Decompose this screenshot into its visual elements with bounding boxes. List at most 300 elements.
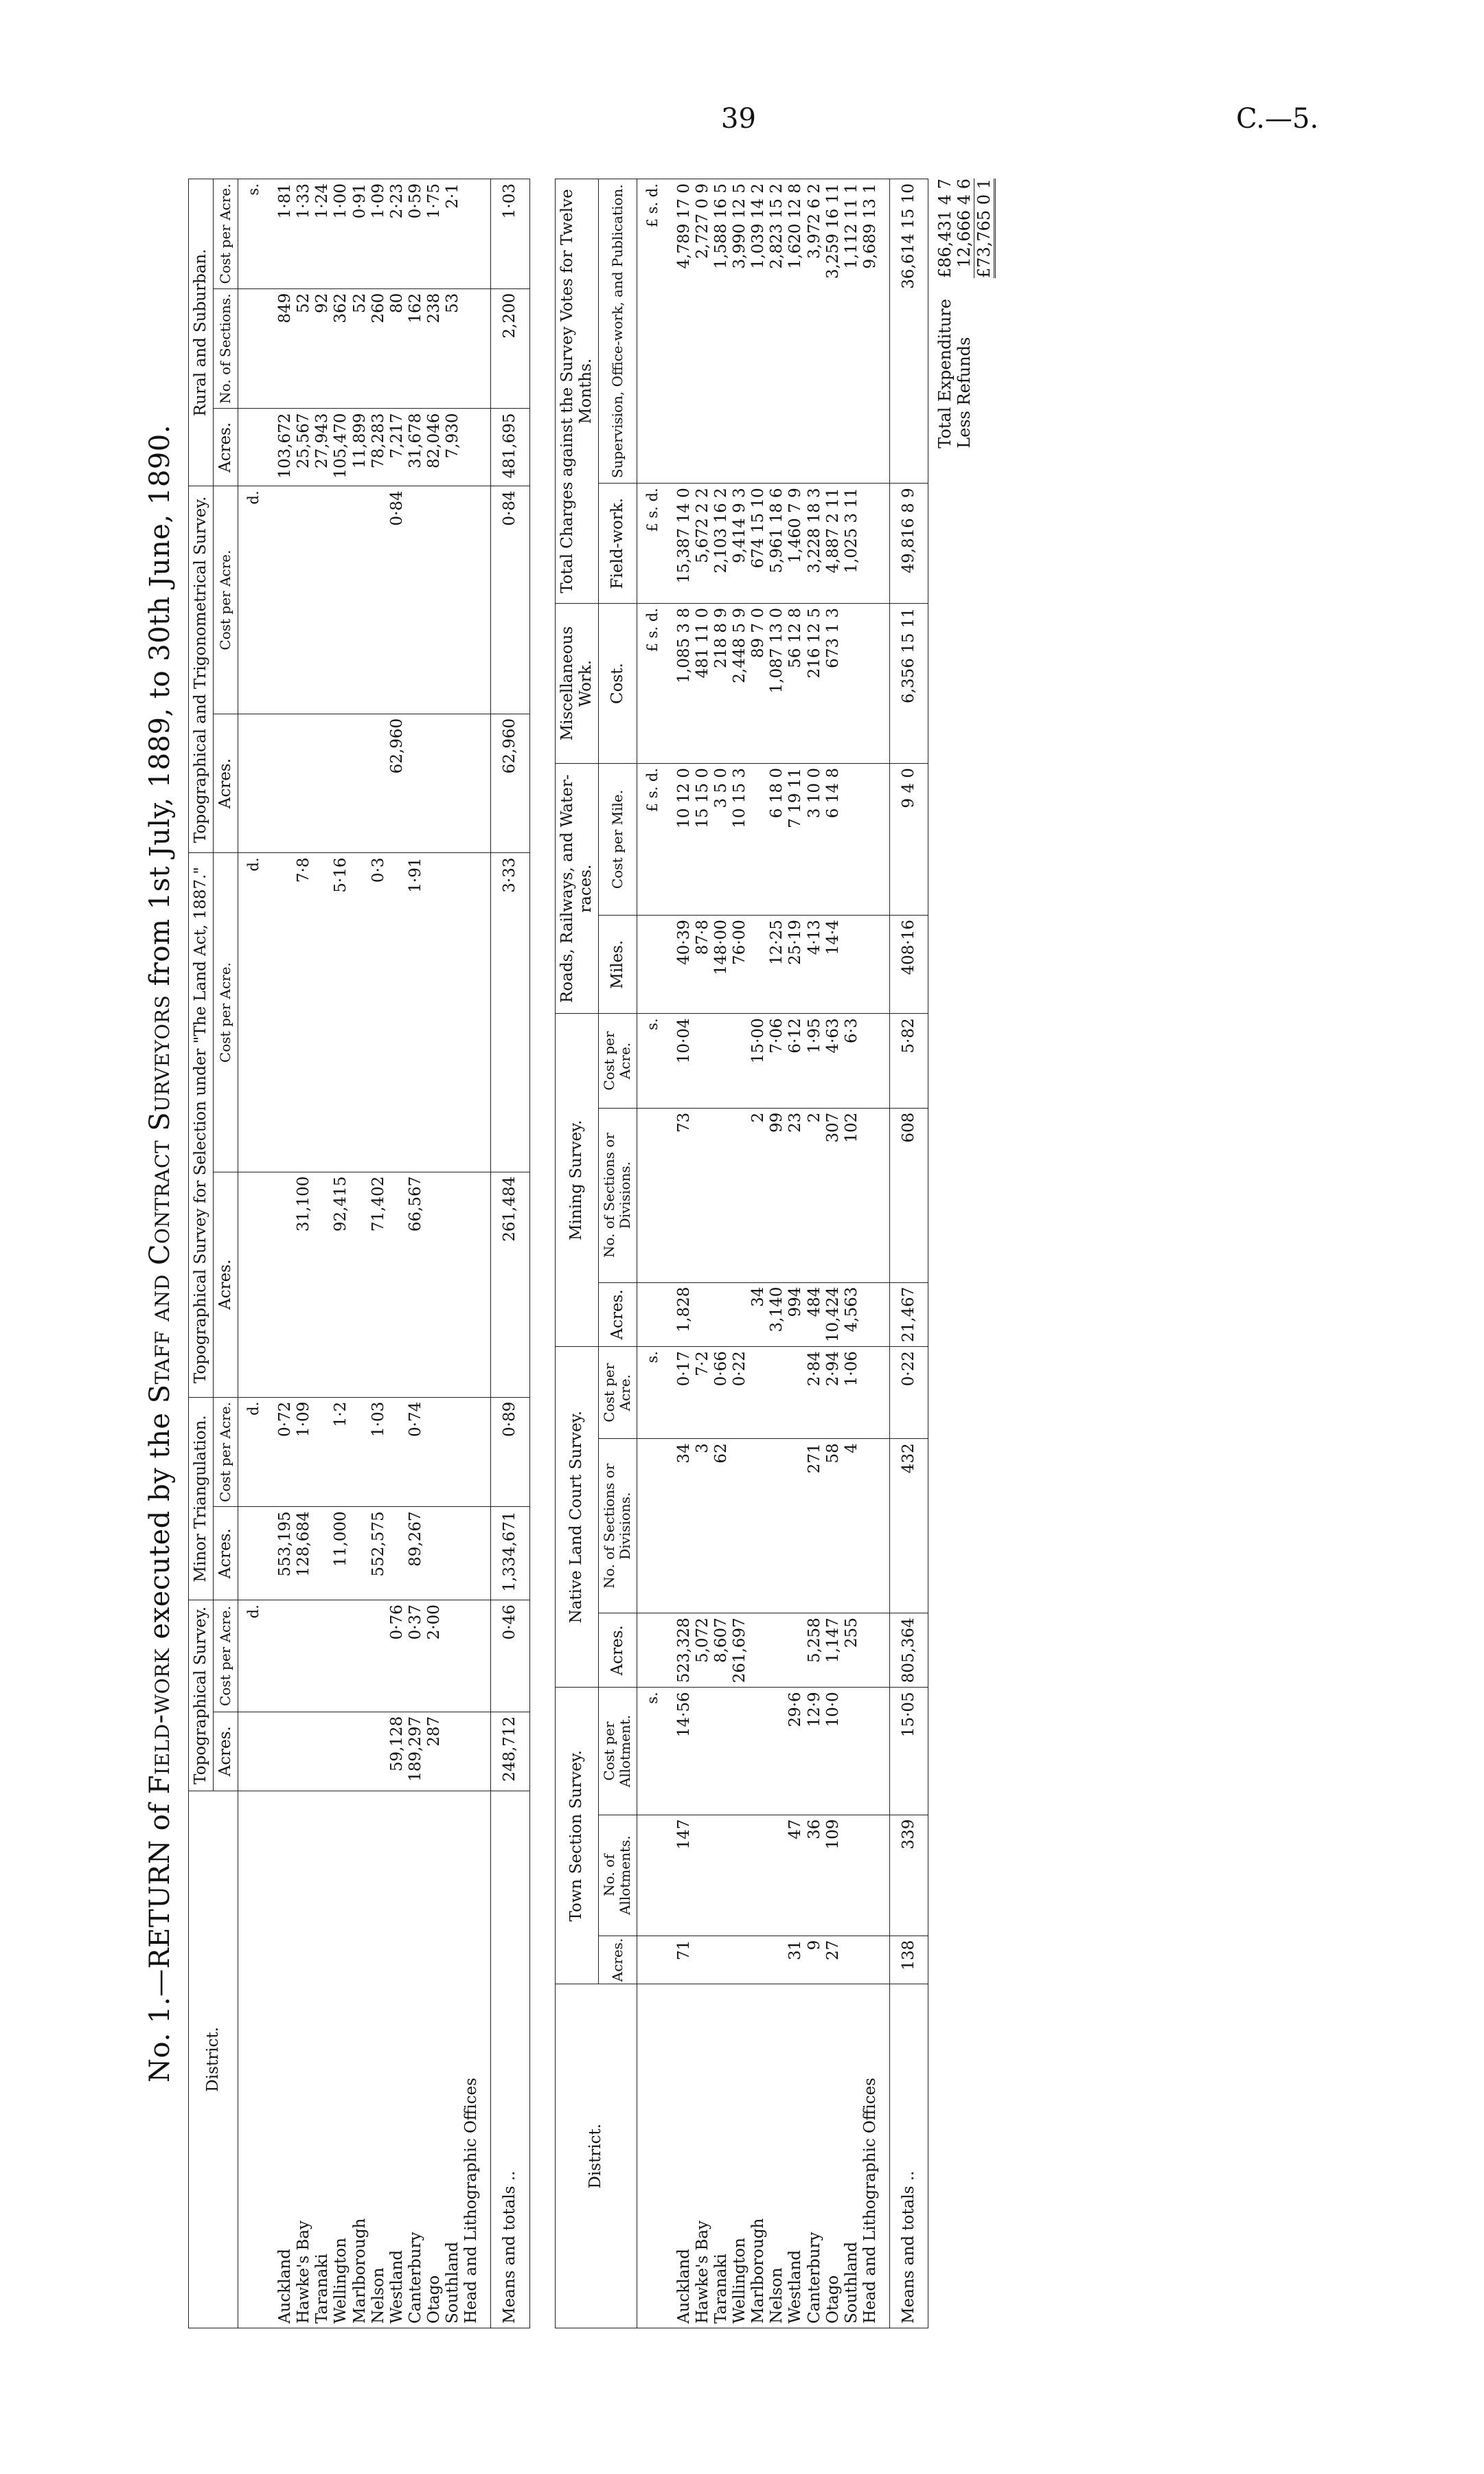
cell-la-cost xyxy=(444,853,462,1172)
cell-m-div: 102 xyxy=(843,1108,861,1282)
cell-minor-cost xyxy=(444,1397,462,1507)
cell-m-acres: 21,467 xyxy=(890,1282,928,1346)
header-rural-suburban: Rural and Suburban. xyxy=(189,179,214,486)
cell-m-div: 307 xyxy=(824,1108,843,1282)
cell-t-cost xyxy=(843,1688,861,1815)
page-number: 39 xyxy=(721,103,756,135)
cell-super: 1,112 11 1 xyxy=(843,179,861,484)
cell-trig-cost xyxy=(425,486,444,714)
cell-n-div xyxy=(749,1439,768,1613)
rotated-content xyxy=(144,179,1353,2328)
cell-topo-acres xyxy=(332,1712,350,1791)
cell-misc xyxy=(861,604,890,764)
table-row xyxy=(806,179,824,2328)
cell-topo-cost xyxy=(444,1600,462,1712)
cell-r-cost: 10 12 0 xyxy=(661,764,694,916)
cell-field: 4,887 2 11 xyxy=(824,484,843,604)
cell-n-div: 432 xyxy=(890,1439,928,1613)
cell-super: 3,972 6 2 xyxy=(806,179,824,484)
cell-trig-cost xyxy=(462,486,491,714)
cell-n-cost: 2·94 xyxy=(824,1347,843,1439)
cell-district: Head and Lithographic Offices xyxy=(462,1791,491,2328)
cell-m-div: 2 xyxy=(749,1108,768,1282)
cell-n-div: 3 xyxy=(694,1439,712,1613)
cell-topo-acres xyxy=(351,1712,369,1791)
cell-n-cost xyxy=(749,1347,768,1439)
cell-super: 4,789 17 0 xyxy=(661,179,694,484)
cell-r-miles xyxy=(843,916,861,1014)
table-row xyxy=(407,179,425,2328)
cell-rural-cost: 2·23 xyxy=(388,179,407,289)
cell-trig-cost xyxy=(407,486,425,714)
cell-m-cost: 1·95 xyxy=(806,1014,824,1108)
table-row xyxy=(749,179,768,2328)
cell-m-cost xyxy=(861,1014,890,1108)
cell-m-cost: 6·12 xyxy=(786,1014,805,1108)
cell-rural-cost: 1·24 xyxy=(313,179,332,289)
cell-m-acres: 10,424 xyxy=(824,1282,843,1346)
expenditure-summary xyxy=(935,179,996,2328)
cell-la-cost: 5·16 xyxy=(332,853,350,1172)
table-row xyxy=(369,179,388,2328)
cell-field: 2,103 16 2 xyxy=(712,484,731,604)
cell-t-acres xyxy=(843,1936,861,1984)
cell-rural-sections: 362 xyxy=(332,288,350,409)
cell-minor-acres xyxy=(425,1507,444,1600)
cell-super: 2,727 0 9 xyxy=(694,179,712,484)
cell-topo-cost xyxy=(462,1600,491,1712)
cell-topo-cost xyxy=(313,1600,332,1712)
unit-label: s. xyxy=(637,1347,661,1439)
page-title xyxy=(144,179,176,2328)
cell-rural-acres: 481,695 xyxy=(491,409,529,486)
table-row xyxy=(313,179,332,2328)
title-prefix: No. 1.—RETURN of xyxy=(144,1803,176,2083)
cell-minor-cost xyxy=(388,1397,407,1507)
subheader-field-work: Field-work. xyxy=(598,484,637,604)
cell-rural-cost: 1·09 xyxy=(369,179,388,289)
cell-m-div xyxy=(694,1108,712,1282)
header-native-land-court: Native Land Court Survey. xyxy=(555,1347,598,1688)
cell-t-acres: 31 xyxy=(786,1936,805,1984)
cell-t-cost: 10·0 xyxy=(824,1688,843,1815)
cell-trig-cost xyxy=(444,486,462,714)
cell-n-div xyxy=(861,1439,890,1613)
cell-t-cost: 14·56 xyxy=(661,1688,694,1815)
subheader-no-allotments: No. of Allotments. xyxy=(598,1815,637,1936)
cell-rural-acres: 105,470 xyxy=(332,409,350,486)
totals-row xyxy=(491,179,529,2328)
header-miscellaneous: Miscellaneous Work. xyxy=(555,604,598,764)
cell-super: 3,259 16 11 xyxy=(824,179,843,484)
subheader-acres: Acres. xyxy=(214,1172,238,1397)
cell-super: 1,620 12 8 xyxy=(786,179,805,484)
subheader-cost-per-mile: Cost per Mile. xyxy=(598,764,637,916)
header-district: District. xyxy=(189,1791,238,2328)
unit-row xyxy=(238,179,262,2328)
unit-label: s. xyxy=(637,1014,661,1108)
cell-district: Westland xyxy=(388,1791,407,2328)
cell-la-acres: 71,402 xyxy=(369,1172,388,1397)
cell-trig-acres xyxy=(444,714,462,853)
unit-label: d. xyxy=(238,1600,262,1712)
cell-n-cost: 0·66 xyxy=(712,1347,731,1439)
cell-la-acres xyxy=(444,1172,462,1397)
cell-m-div: 608 xyxy=(890,1108,928,1282)
cell-district: Nelson xyxy=(369,1791,388,2328)
subheader-cost-per-acre: Cost per Acre. xyxy=(598,1347,637,1439)
cell-m-div: 2 xyxy=(806,1108,824,1282)
cell-m-acres xyxy=(731,1282,749,1346)
subheader-acres: Acres. xyxy=(598,1936,637,1984)
cell-district: Canterbury xyxy=(806,1984,824,2328)
cell-district: Auckland xyxy=(262,1791,295,2328)
cell-rural-cost: 1·00 xyxy=(332,179,350,289)
cell-m-acres: 4,563 xyxy=(843,1282,861,1346)
cell-n-acres: 255 xyxy=(843,1613,861,1688)
cell-super: 1,588 16 5 xyxy=(712,179,731,484)
cell-r-miles: 14·4 xyxy=(824,916,843,1014)
cell-n-div xyxy=(731,1439,749,1613)
header-land-act: Topographical Survey for Selection under "The Land Act, 1887." xyxy=(189,853,214,1397)
cell-trig-acres xyxy=(351,714,369,853)
unit-label: £ s. d. xyxy=(637,484,661,604)
header-mining: Mining Survey. xyxy=(555,1014,598,1347)
cell-rural-sections: 2,200 xyxy=(491,288,529,409)
cell-rural-sections: 238 xyxy=(425,288,444,409)
cell-minor-cost: 0·89 xyxy=(491,1397,529,1507)
cell-district: Hawke's Bay xyxy=(694,1984,712,2328)
cell-minor-cost xyxy=(425,1397,444,1507)
cell-minor-acres: 128,684 xyxy=(295,1507,313,1600)
cell-m-cost: 4·63 xyxy=(824,1014,843,1108)
cell-rural-cost: 1·81 xyxy=(262,179,295,289)
table-row xyxy=(861,179,890,2328)
cell-n-acres: 5,258 xyxy=(806,1613,824,1688)
cell-m-div: 23 xyxy=(786,1108,805,1282)
cell-rural-sections: 162 xyxy=(407,288,425,409)
cell-n-acres: 8,607 xyxy=(712,1613,731,1688)
table-row xyxy=(712,179,731,2328)
cell-misc xyxy=(843,604,861,764)
cell-minor-cost: 0·74 xyxy=(407,1397,425,1507)
cell-t-allot: 47 xyxy=(786,1815,805,1936)
cell-rural-acres: 31,678 xyxy=(407,409,425,486)
cell-rural-acres: 103,672 xyxy=(262,409,295,486)
cell-district: Southland xyxy=(843,1984,861,2328)
cell-n-acres xyxy=(786,1613,805,1688)
cell-field: 15,387 14 0 xyxy=(661,484,694,604)
cell-minor-cost: 1·03 xyxy=(369,1397,388,1507)
cell-t-acres xyxy=(731,1936,749,1984)
cell-t-acres: 27 xyxy=(824,1936,843,1984)
cell-topo-acres xyxy=(444,1712,462,1791)
cell-t-acres xyxy=(861,1936,890,1984)
cell-rural-acres: 7,217 xyxy=(388,409,407,486)
cell-district: Otago xyxy=(425,1791,444,2328)
cell-la-acres: 31,100 xyxy=(295,1172,313,1397)
total-expenditure-label: Total Expenditure xyxy=(935,299,955,449)
unit-label: s. xyxy=(637,1688,661,1815)
cell-n-cost: 2·84 xyxy=(806,1347,824,1439)
cell-rural-cost: 2·1 xyxy=(444,179,462,289)
cell-topo-acres xyxy=(313,1712,332,1791)
cell-misc: 218 8 9 xyxy=(712,604,731,764)
cell-district: Taranaki xyxy=(712,1984,731,2328)
table-row xyxy=(295,179,313,2328)
field-work-table-upper xyxy=(188,179,530,2328)
unit-label: £ s. d. xyxy=(637,179,661,484)
cell-minor-acres xyxy=(388,1507,407,1600)
cell-t-allot xyxy=(694,1815,712,1936)
cell-la-acres: 261,484 xyxy=(491,1172,529,1397)
subheader-acres: Acres. xyxy=(598,1613,637,1688)
cell-trig-acres xyxy=(369,714,388,853)
unit-label: s. xyxy=(238,179,262,289)
cell-field: 1,460 7 9 xyxy=(786,484,805,604)
cell-la-cost: 7·8 xyxy=(295,853,313,1172)
cell-minor-cost xyxy=(351,1397,369,1507)
cell-m-acres xyxy=(694,1282,712,1346)
subheader-acres: Acres. xyxy=(214,1712,238,1791)
cell-topo-acres xyxy=(295,1712,313,1791)
cell-m-div xyxy=(861,1108,890,1282)
cell-la-cost xyxy=(262,853,295,1172)
cell-la-acres xyxy=(425,1172,444,1397)
cell-n-div xyxy=(786,1439,805,1613)
cell-super: 9,689 13 1 xyxy=(861,179,890,484)
cell-m-div: 73 xyxy=(661,1108,694,1282)
cell-minor-acres: 553,195 xyxy=(262,1507,295,1600)
cell-rural-cost: 1·75 xyxy=(425,179,444,289)
subheader-miles: Miles. xyxy=(598,916,637,1014)
unit-label: £ s. d. xyxy=(637,764,661,916)
cell-n-cost: 0·17 xyxy=(661,1347,694,1439)
cell-field: 5,961 18 6 xyxy=(768,484,786,604)
cell-trig-cost xyxy=(369,486,388,714)
cell-field: 9,414 9 3 xyxy=(731,484,749,604)
less-refunds-label: Less Refunds xyxy=(955,337,974,449)
cell-minor-cost xyxy=(462,1397,491,1507)
cell-t-acres: 71 xyxy=(661,1936,694,1984)
table-row xyxy=(768,179,786,2328)
cell-district: Hawke's Bay xyxy=(295,1791,313,2328)
cell-t-acres xyxy=(694,1936,712,1984)
cell-minor-acres xyxy=(313,1507,332,1600)
cell-trig-cost xyxy=(262,486,295,714)
cell-field: 674 15 10 xyxy=(749,484,768,604)
cell-m-cost: 5·82 xyxy=(890,1014,928,1108)
cell-trig-acres xyxy=(407,714,425,853)
subheader-cost-per-acre: Cost per Acre. xyxy=(214,486,238,714)
cell-m-cost: 15·00 xyxy=(749,1014,768,1108)
cell-n-acres xyxy=(749,1613,768,1688)
cell-t-cost xyxy=(861,1688,890,1815)
cell-r-miles: 76·00 xyxy=(731,916,749,1014)
cell-rural-acres: 27,943 xyxy=(313,409,332,486)
cell-la-cost xyxy=(425,853,444,1172)
cell-r-cost: 15 15 0 xyxy=(694,764,712,916)
unit-label: d. xyxy=(238,486,262,714)
cell-t-allot xyxy=(861,1815,890,1936)
cell-topo-acres xyxy=(462,1712,491,1791)
cell-r-cost: 6 18 0 xyxy=(768,764,786,916)
cell-misc: 216 12 5 xyxy=(806,604,824,764)
header-district: District. xyxy=(555,1984,637,2328)
cell-m-div: 99 xyxy=(768,1108,786,1282)
cell-rural-acres: 25,567 xyxy=(295,409,313,486)
cell-district: Head and Lithographic Offices xyxy=(861,1984,890,2328)
cell-district: Southland xyxy=(444,1791,462,2328)
subheader-no-divisions: No. of Sections or Divisions. xyxy=(598,1108,637,1282)
table-row xyxy=(661,179,694,2328)
cell-t-acres xyxy=(749,1936,768,1984)
table-row xyxy=(843,179,861,2328)
cell-n-div: 34 xyxy=(661,1439,694,1613)
cell-n-acres: 523,328 xyxy=(661,1613,694,1688)
header-trigonometrical: Topographical and Trigonometrical Survey. xyxy=(189,486,214,853)
cell-rural-acres: 78,283 xyxy=(369,409,388,486)
cell-field xyxy=(861,484,890,604)
cell-t-cost: 12·9 xyxy=(806,1688,824,1815)
net-expenditure-value: £73,765 0 1 xyxy=(974,179,996,278)
cell-n-acres xyxy=(861,1613,890,1688)
cell-minor-acres xyxy=(462,1507,491,1600)
subheader-cost: Cost. xyxy=(598,604,637,764)
cell-rural-acres: 82,046 xyxy=(425,409,444,486)
cell-topo-cost: 0·46 xyxy=(491,1600,529,1712)
cell-t-allot: 36 xyxy=(806,1815,824,1936)
unit-label: d. xyxy=(238,853,262,1172)
cell-r-cost: 10 15 3 xyxy=(731,764,749,916)
cell-t-allot: 339 xyxy=(890,1815,928,1936)
title-suffix: from 1st July, 1889, to 30th June, 1890. xyxy=(144,424,176,986)
cell-r-cost xyxy=(861,764,890,916)
cell-rural-sections: 52 xyxy=(351,288,369,409)
cell-r-miles: 12·25 xyxy=(768,916,786,1014)
cell-m-acres xyxy=(712,1282,731,1346)
cell-trig-acres xyxy=(462,714,491,853)
cell-trig-acres xyxy=(313,714,332,853)
cell-m-div xyxy=(731,1108,749,1282)
cell-m-div xyxy=(712,1108,731,1282)
cell-topo-cost: 0·37 xyxy=(407,1600,425,1712)
cell-r-cost: 3 5 0 xyxy=(712,764,731,916)
subheader-cost-per-acre: Cost per Acre. xyxy=(214,853,238,1172)
cell-misc: 673 1 3 xyxy=(824,604,843,764)
cell-minor-cost: 1·2 xyxy=(332,1397,350,1507)
cell-t-cost xyxy=(731,1688,749,1815)
cell-topo-cost xyxy=(369,1600,388,1712)
table-row xyxy=(351,179,369,2328)
subheader-cost-per-allotment: Cost per Allotment. xyxy=(598,1688,637,1815)
cell-t-allot xyxy=(749,1815,768,1936)
cell-t-allot xyxy=(712,1815,731,1936)
cell-la-cost xyxy=(351,853,369,1172)
cell-n-div: 62 xyxy=(712,1439,731,1613)
cell-trig-cost: 0·84 xyxy=(388,486,407,714)
cell-r-miles: 87·8 xyxy=(694,916,712,1014)
cell-field: 1,025 3 11 xyxy=(843,484,861,604)
cell-minor-acres: 1,334,671 xyxy=(491,1507,529,1600)
cell-n-acres: 805,364 xyxy=(890,1613,928,1688)
subheader-cost-per-acre: Cost per Acre. xyxy=(598,1014,637,1108)
cell-m-cost xyxy=(712,1014,731,1108)
cell-n-cost xyxy=(786,1347,805,1439)
cell-district: Otago xyxy=(824,1984,843,2328)
cell-rural-sections: 53 xyxy=(444,288,462,409)
cell-n-cost: 7·2 xyxy=(694,1347,712,1439)
cell-t-acres xyxy=(768,1936,786,1984)
cell-la-cost xyxy=(313,853,332,1172)
cell-t-acres xyxy=(712,1936,731,1984)
cell-n-cost: 1·06 xyxy=(843,1347,861,1439)
cell-la-acres xyxy=(388,1172,407,1397)
cell-t-allot: 109 xyxy=(824,1815,843,1936)
subheader-acres: Acres. xyxy=(214,1507,238,1600)
unit-label: d. xyxy=(238,1397,262,1507)
unit-label: £ s. d. xyxy=(637,604,661,764)
total-expenditure-value: £86,431 4 7 xyxy=(935,179,955,279)
cell-district: Means and totals .. xyxy=(890,1984,928,2328)
subheader-no-sections: No. of Sections. xyxy=(214,288,238,409)
cell-r-miles: 4·13 xyxy=(806,916,824,1014)
header-roads: Roads, Railways, and Water-races. xyxy=(555,764,598,1014)
cell-district: Means and totals .. xyxy=(491,1791,529,2328)
cell-super: 1,039 14 2 xyxy=(749,179,768,484)
subheader-cost-per-acre: Cost per Acre. xyxy=(214,1600,238,1712)
cell-minor-acres: 552,575 xyxy=(369,1507,388,1600)
cell-m-cost: 7·06 xyxy=(768,1014,786,1108)
cell-topo-acres: 189,297 xyxy=(407,1712,425,1791)
cell-n-cost xyxy=(861,1347,890,1439)
cell-m-acres: 1,828 xyxy=(661,1282,694,1346)
cell-m-acres: 3,140 xyxy=(768,1282,786,1346)
cell-district: Taranaki xyxy=(313,1791,332,2328)
cell-t-acres: 138 xyxy=(890,1936,928,1984)
totals-row xyxy=(890,179,928,2328)
cell-t-allot xyxy=(843,1815,861,1936)
cell-misc: 1,085 3 8 xyxy=(661,604,694,764)
cell-topo-acres: 248,712 xyxy=(491,1712,529,1791)
cell-n-div: 4 xyxy=(843,1439,861,1613)
cell-district: Wellington xyxy=(731,1984,749,2328)
cell-misc: 2,448 5 9 xyxy=(731,604,749,764)
cell-topo-acres: 287 xyxy=(425,1712,444,1791)
cell-misc: 89 7 0 xyxy=(749,604,768,764)
cell-r-miles: 408·16 xyxy=(890,916,928,1014)
cell-n-div: 271 xyxy=(806,1439,824,1613)
table-row xyxy=(332,179,350,2328)
cell-la-acres xyxy=(313,1172,332,1397)
cell-district: Auckland xyxy=(661,1984,694,2328)
cell-trig-cost xyxy=(351,486,369,714)
cell-la-acres: 66,567 xyxy=(407,1172,425,1397)
cell-topo-cost xyxy=(295,1600,313,1712)
cell-t-cost: 15·05 xyxy=(890,1688,928,1815)
cell-rural-acres xyxy=(462,409,491,486)
cell-district: Nelson xyxy=(768,1984,786,2328)
cell-rural-cost: 1·03 xyxy=(491,179,529,289)
header-total-charges: Total Charges against the Survey Votes for Twelve Months. xyxy=(555,179,598,604)
cell-trig-cost xyxy=(295,486,313,714)
cell-rural-sections: 849 xyxy=(262,288,295,409)
less-refunds-value: 12,666 4 6 xyxy=(955,179,974,268)
title-field-work: Field-work xyxy=(144,1648,176,1795)
table-row xyxy=(824,179,843,2328)
cell-n-cost: 0·22 xyxy=(731,1347,749,1439)
cell-la-cost: 0·3 xyxy=(369,853,388,1172)
